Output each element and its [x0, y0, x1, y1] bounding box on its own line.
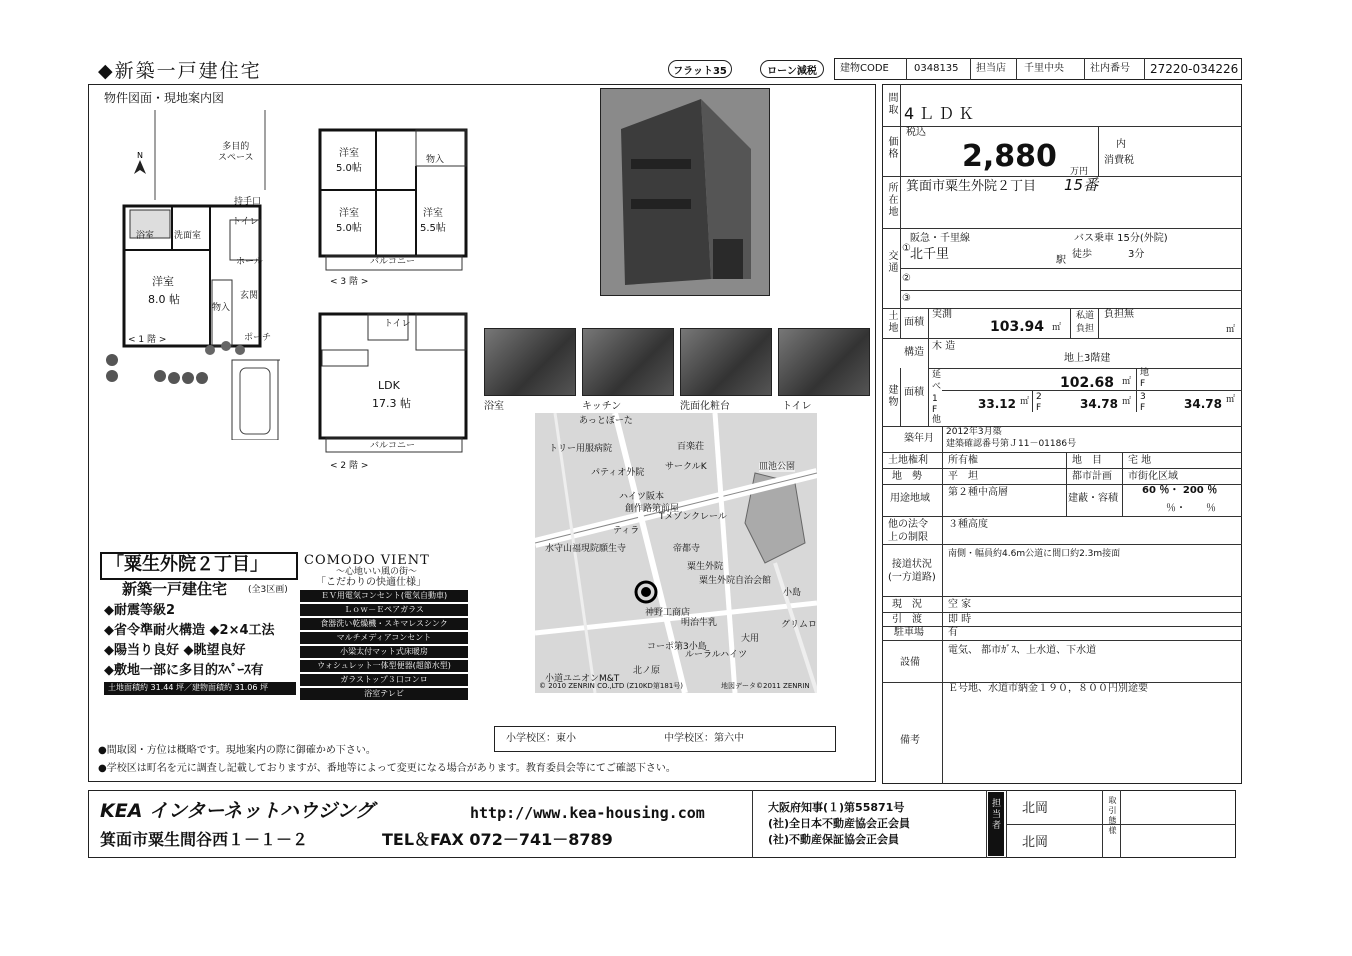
license-2: (社)全日本不動産協会正会員	[768, 817, 911, 830]
flyer-headline: 「粟生外院２丁目」	[106, 554, 268, 575]
zoning-value: 第２種中高層	[948, 487, 1008, 498]
built-value: 2012年3月築	[946, 427, 1002, 437]
internal-label: 社内番号	[1090, 63, 1130, 74]
map-label-1: トリー用服病院	[549, 444, 613, 454]
map-label-9: ティラ	[613, 526, 640, 536]
ratio-value-2: ％・ ％	[1166, 503, 1216, 514]
map-label-3: パティオ外院	[591, 468, 645, 478]
map-label-20: ルーラルハイツ	[685, 650, 748, 660]
map-label-8: Tメゾンクレール	[659, 512, 727, 522]
flyer-feature-2: ◆省令準耐火構造 ◆2×4工法	[104, 623, 275, 638]
note-1: ●間取図・方位は概略です。現地案内の際に御確かめ下さい。	[98, 745, 376, 756]
fp1-floor-label: < 1 階 >	[128, 335, 167, 345]
brand-name: COMODO VIENT	[304, 553, 430, 568]
status-label: 現 況	[892, 599, 922, 610]
area-note: 土地面積約 31.44 坪／建物面積約 31.06 坪	[108, 683, 268, 692]
tanto-label: 担当者	[990, 798, 1000, 831]
facility-value: 電気、 都市ｶﾞｽ、上水道、下水道	[948, 645, 1097, 656]
spec-item-4: マルチメディアコンセント	[300, 632, 468, 644]
building-1f-unit: ㎡	[1020, 397, 1030, 407]
remarks-value: Ｅ号地、水道市納金１９０，８００円別途要	[948, 683, 1148, 694]
building-2f-label: 2 F	[1036, 392, 1042, 413]
city-plan-label: 都市計画	[1072, 471, 1112, 482]
transport-num1: ①	[902, 243, 911, 254]
ratio-value: 60 ％・ 200 ％	[1142, 485, 1218, 496]
parking-label: 駐車場	[894, 627, 924, 638]
map-label-10: 水守山福現院願生寺	[545, 544, 627, 554]
location-handwritten: 15番	[1064, 176, 1099, 194]
transport-num3: ③	[902, 293, 911, 304]
fp3-storage: 物入	[426, 155, 445, 165]
fp3-room1: 洋室 5.0帖	[336, 148, 362, 174]
exterior-photo	[600, 88, 770, 296]
store-label: 担当店	[976, 63, 1006, 74]
status-value: 空 家	[948, 599, 972, 610]
confirm-no: 建築確認番号第Ｊ11－01186号	[946, 439, 1077, 449]
spec-item-7: ガラストップ３口コンロ	[300, 674, 468, 686]
map-label-15: 神野工商店	[645, 608, 691, 618]
fp2-floor-label: < 2 階 >	[330, 461, 369, 471]
flat35-badge: フラット35	[668, 60, 732, 78]
spec-item-3: 食器洗い乾燥機・スキマレスシンク	[300, 618, 468, 630]
land-jissoku: 実測	[932, 309, 952, 320]
code-label: 建物CODE	[840, 63, 889, 74]
private-road-label: 私道 負担	[1076, 311, 1095, 334]
structure-floors: 地上3階建	[1064, 353, 1111, 364]
fp2-balcony: バルコニー	[370, 441, 416, 451]
tanto-name-1: 北岡	[1022, 801, 1049, 816]
company-url: http://www.kea-housing.com	[470, 804, 705, 822]
flyer-subtitle: 新築一戸建住宅	[122, 580, 228, 598]
land-label: 土地	[886, 310, 897, 334]
fp3-floor-label: < 3 階 >	[330, 277, 369, 287]
spec-item-6: ウォシュレット一体型便器(超節水型)	[300, 660, 468, 672]
chimoku-label: 地 目	[1072, 455, 1102, 466]
city-plan-value: 市街化区域	[1128, 471, 1178, 482]
building-3f-area: 34.78	[1184, 397, 1222, 411]
transport-num2: ②	[902, 273, 911, 284]
store-value: 千里中央	[1024, 63, 1064, 74]
fp2-ldk-size: 17.3 帖	[372, 397, 411, 410]
remarks-label: 備考	[900, 735, 920, 746]
land-right-label: 土地権利	[888, 455, 928, 466]
law-label: 他の法令 上の制限	[888, 519, 928, 543]
building-2f-unit: ㎡	[1122, 397, 1132, 407]
kitchen-photo	[582, 328, 674, 396]
fp1-entrance: 玄関	[240, 291, 259, 301]
map-label-21: 北ノ原	[633, 666, 661, 676]
terrain-value: 平 坦	[948, 471, 978, 482]
company-address: 箕面市粟生間谷西１－１－２	[100, 830, 309, 849]
section-title: 物件図面・現地案内図	[104, 91, 225, 105]
terrain-label: 地 勢	[892, 471, 922, 482]
map-label-4: サークルK	[665, 462, 707, 472]
map-label-7: 創作路第前屋	[625, 504, 680, 514]
handover-label: 引 渡	[892, 614, 922, 625]
transport-line: 阪急・千里線	[910, 233, 970, 244]
chimoku-value: 宅 地	[1128, 455, 1152, 466]
land-right-value: 所有権	[948, 455, 978, 466]
spec-item-8: 浴室テレビ	[300, 688, 468, 700]
map-label-11: 帝都寺	[673, 544, 701, 554]
building-basement: 地 F	[1140, 368, 1150, 389]
built-label: 築年月	[904, 433, 934, 444]
toilet-caption: トイレ	[782, 401, 812, 412]
transport-label: 交通	[886, 250, 897, 274]
map-copyright: © 2010 ZENRIN CO.,LTD (Z10KD第181号)	[539, 682, 684, 690]
location-label: 所在地	[886, 182, 897, 218]
transport-walk: 3分	[1128, 249, 1145, 260]
flyer-count: (全3区画)	[248, 585, 288, 595]
internal-value: 27220-034226	[1150, 62, 1239, 76]
map-label-12: 粟生外院自治会館	[699, 576, 772, 586]
ratio-label: 建蔽・容積	[1068, 493, 1118, 504]
private-road-unit: ㎡	[1226, 325, 1236, 335]
fp3-room3: 洋室 5.5帖	[420, 208, 446, 234]
structure-label: 構造	[904, 347, 924, 358]
fp1-porch: ポーチ	[244, 333, 272, 343]
price-value: 2,880	[962, 139, 1057, 174]
multi-space-label: 多目的 スペース	[218, 142, 254, 163]
vanity-caption: 洗面化粧台	[680, 401, 730, 412]
madori-label: 間取	[886, 92, 897, 116]
map-label-19: コーポ第3小島	[647, 642, 707, 652]
building-1f-label: 1 F	[932, 394, 938, 415]
license-3: (社)不動産保証協会正会員	[768, 833, 900, 846]
transport-bus: バス乗車 15分(外院)	[1074, 233, 1168, 244]
fp2-toilet: トイレ	[384, 319, 411, 329]
flyer-feature-4: ◆敷地一部に多目的ｽﾍﾟｰｽ有	[104, 663, 264, 678]
spec-item-5: 小梁太付マット式床暖房	[300, 646, 468, 658]
land-area-value: 103.94	[990, 319, 1045, 335]
code-value: 0348135	[914, 63, 959, 74]
building-other: 他	[932, 415, 942, 425]
torihiki-label: 取引態様	[1108, 796, 1117, 836]
road-value: 南側・幅員約4.6m公道に間口約2.3m接面	[948, 549, 1121, 559]
map-label-13: 粟生外院	[687, 562, 724, 572]
license-1: 大阪府知事(１)第55871号	[768, 801, 905, 814]
map-label-5: 皿池公園	[759, 462, 796, 472]
map-label-14: 小島	[783, 588, 802, 598]
brand-sub: ～心地いい風の街～	[336, 567, 418, 577]
price-label: 価格	[886, 136, 897, 160]
price-unit: 万円	[1070, 167, 1089, 177]
location-value: 箕面市粟生外院２丁目	[906, 179, 1037, 194]
fp2-ldk: LDK	[378, 379, 400, 392]
building-3f-label: 3 F	[1140, 392, 1146, 413]
page-title: ◆新築一戸建住宅	[98, 60, 262, 82]
building-area-label: 面積	[904, 387, 924, 398]
building-1f-area: 33.12	[978, 397, 1016, 411]
fp1-toilet: トイレ	[232, 217, 259, 227]
fp3-balcony: バルコニー	[370, 257, 416, 267]
map-label-18: グリムロ	[781, 620, 817, 630]
map-label-22: 小道ユニオンM&T	[545, 674, 620, 684]
fp1-backdoor: 持手口	[234, 197, 262, 207]
company-tel: TEL＆FAX 072－741－8789	[382, 830, 613, 849]
land-area-label: 面積	[904, 317, 924, 328]
price-shohizei: 消費税	[1104, 155, 1134, 166]
tanto-name-2: 北岡	[1022, 835, 1049, 850]
building-label: 建物	[886, 384, 897, 408]
company-name: KEA インターネットハウジング	[100, 800, 375, 822]
structure-value: 木 造	[932, 341, 956, 352]
elementary-school: 小学校区：東小	[506, 733, 576, 744]
parking-value: 有	[948, 627, 958, 638]
spec-item-2: Ｌｏｗ－Ｅペアガラス	[300, 604, 468, 616]
fp1-bath: 浴室	[136, 231, 155, 241]
road-label: 接道状況 (一方道路)	[888, 559, 936, 583]
price-uchi: 内	[1116, 139, 1126, 150]
flyer-feature-1: ◆耐震等級2	[104, 603, 176, 618]
brand-tag: 「こだわりの快適仕様」	[316, 577, 426, 588]
spec-item-1: ＥＶ用電気コンセント(電気自動車)	[300, 590, 468, 602]
zoning-label: 用途地域	[890, 493, 930, 504]
building-3f-unit: ㎡	[1226, 395, 1236, 405]
transport-walk-label: 徒歩	[1072, 249, 1092, 260]
fp1-room: 洋室	[152, 275, 174, 288]
law-value: ３種高度	[948, 519, 988, 530]
fp1-washroom: 洗面室	[174, 231, 202, 241]
location-map	[535, 413, 817, 693]
svg-text:N: N	[137, 151, 143, 160]
madori-value: 4ＬＤＫ	[904, 104, 979, 123]
map-data-credit: 地図データ©2011 ZENRIN	[721, 682, 810, 690]
transport-eki: 駅	[1056, 255, 1066, 266]
map-label-2: 百楽荘	[677, 442, 705, 452]
vanity-photo	[680, 328, 772, 396]
fp3-room2: 洋室 5.0帖	[336, 208, 362, 234]
transport-station: 北千里	[910, 247, 950, 262]
land-area-unit: ㎡	[1052, 323, 1062, 333]
junior-school: 中学校区：第六中	[664, 733, 744, 744]
map-label-6: ハイツ阪本	[619, 492, 665, 502]
building-total: 102.68	[1060, 375, 1115, 391]
handover-value: 即 時	[948, 614, 972, 625]
map-label-17: 大用	[741, 634, 760, 644]
floorplan-1f	[100, 110, 300, 440]
map-label-16: 明治牛乳	[681, 618, 718, 628]
building-2f-area: 34.78	[1080, 397, 1118, 411]
bath-caption: 浴室	[484, 401, 504, 412]
note-2: ●学校区は町名を元に調査し記載しておりますが、番地等によって変更になる場合があります。教育委員会等にてご確認下さい。	[98, 763, 676, 774]
fp1-hall: ホール	[236, 257, 263, 267]
map-label-0: あっとぼーた	[579, 416, 633, 426]
flyer-feature-3: ◆陽当り良好 ◆眺望良好	[104, 643, 246, 658]
loan-tax-badge: ローン減税	[760, 60, 824, 78]
toilet-photo	[778, 328, 870, 396]
kitchen-caption: キッチン	[582, 401, 622, 412]
bath-photo	[484, 328, 576, 396]
facility-label: 設備	[900, 657, 920, 668]
fp1-room-size: 8.0 帖	[148, 293, 180, 306]
fp1-storage: 物入	[212, 303, 231, 313]
building-total-unit: ㎡	[1122, 377, 1132, 387]
private-road-burden: 負担無	[1104, 309, 1134, 320]
building-nobe: 延 べ	[932, 370, 942, 392]
price-tax: 税込	[906, 127, 926, 138]
